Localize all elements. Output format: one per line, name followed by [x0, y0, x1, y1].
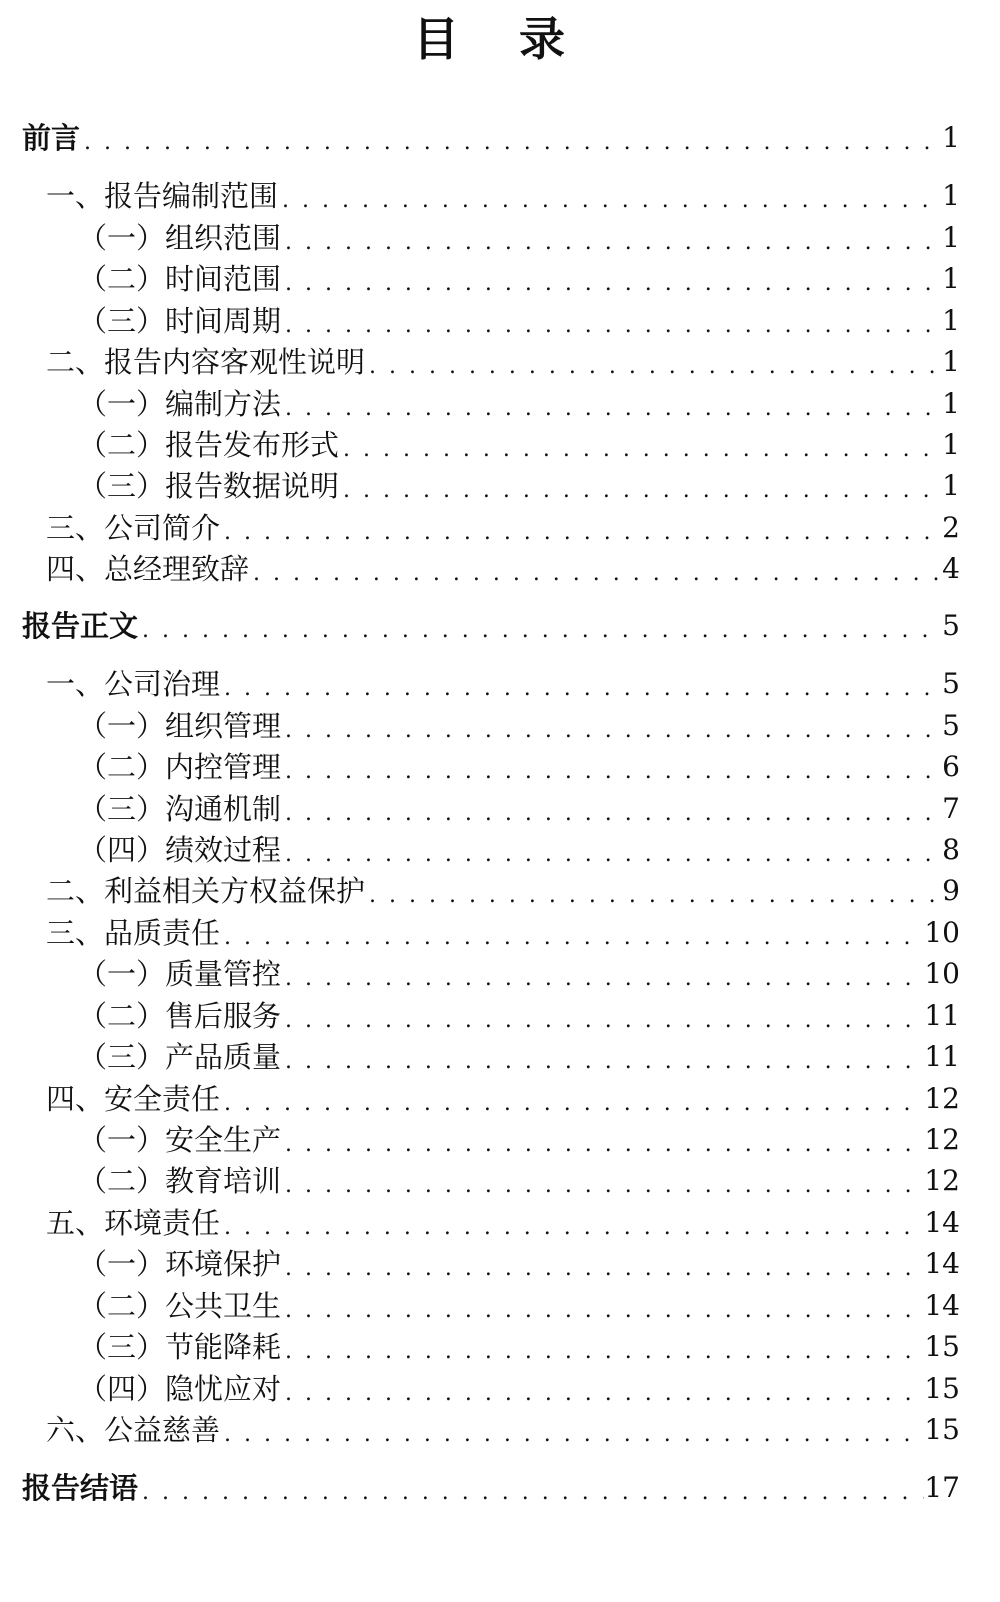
toc-dot-leader — [281, 799, 942, 829]
toc-dot-leader — [220, 518, 942, 548]
toc-dot-leader — [249, 559, 942, 589]
toc-entry-page-number: 5 — [942, 709, 960, 742]
toc-entry-label: （二）教育培训 — [78, 1164, 282, 1198]
toc-entry[interactable] — [22, 118, 960, 158]
toc-dot-leader — [281, 394, 942, 424]
toc-entry[interactable] — [78, 1286, 960, 1326]
toc-dot-leader — [278, 186, 942, 216]
toc-dot-leader — [281, 1337, 924, 1367]
toc-entry-label: （三）报告数据说明 — [78, 469, 340, 503]
toc-entry-page-number: 7 — [942, 792, 960, 825]
toc-dot-leader — [365, 881, 942, 911]
toc-entry[interactable] — [46, 1079, 960, 1119]
toc-entry-page-number: 12 — [924, 1123, 960, 1156]
toc-entry-page-number: 1 — [942, 345, 960, 378]
toc-dot-leader — [281, 716, 942, 746]
toc-entry[interactable] — [78, 830, 960, 870]
toc-entry-label: （二）时间范围 — [78, 262, 282, 296]
toc-dot-leader — [281, 228, 942, 258]
toc-entry-label: 六、公益慈善 — [46, 1413, 221, 1447]
toc-entry-page-number: 5 — [942, 609, 960, 642]
toc-dot-leader — [281, 1296, 924, 1326]
toc-dot-leader — [281, 1130, 924, 1160]
toc-entry-label: 三、品质责任 — [46, 916, 221, 950]
toc-dot-leader — [365, 352, 942, 382]
toc-entry-label: （三）沟通机制 — [78, 792, 282, 826]
toc-entry-page-number: 9 — [942, 874, 960, 907]
toc-entry-label: （三）时间周期 — [78, 304, 282, 338]
toc-entry-page-number: 8 — [942, 833, 960, 866]
toc-entry-label: 一、公司治理 — [46, 667, 221, 701]
toc-entry-page-number: 1 — [942, 387, 960, 420]
toc-entry-label: （一）质量管控 — [78, 957, 282, 991]
toc-dot-leader — [138, 1478, 924, 1508]
toc-entry-label: （一）安全生产 — [78, 1123, 282, 1157]
toc-entry[interactable] — [78, 425, 960, 465]
toc-entry-page-number: 1 — [942, 262, 960, 295]
toc-entry-page-number: 12 — [924, 1082, 960, 1115]
toc-entry-page-number: 1 — [942, 469, 960, 502]
toc-entry[interactable] — [78, 789, 960, 829]
toc-entry-label: （三）产品质量 — [78, 1040, 282, 1074]
toc-entry-label: 一、报告编制范围 — [46, 179, 279, 213]
toc-entry-label: 三、公司简介 — [46, 511, 221, 545]
toc-dot-leader — [281, 1254, 924, 1284]
toc-dot-leader — [220, 1420, 924, 1450]
page-title: 目 录 — [412, 12, 587, 66]
toc-dot-leader — [339, 435, 942, 465]
toc-entry-label: （一）环境保护 — [78, 1247, 282, 1281]
toc-entry-page-number: 1 — [942, 428, 960, 461]
toc-entry[interactable] — [22, 606, 960, 646]
toc-entry-label: （一）组织管理 — [78, 709, 282, 743]
toc-entry-label: （三）节能降耗 — [78, 1330, 282, 1364]
toc-entry-page-number: 2 — [942, 511, 960, 544]
toc-entry-page-number: 14 — [924, 1289, 960, 1322]
toc-entry[interactable] — [78, 259, 960, 299]
toc-entry-label: （一）编制方法 — [78, 387, 282, 421]
toc-entry[interactable] — [46, 1410, 960, 1450]
toc-entry[interactable] — [46, 549, 960, 589]
toc-entry-label: 报告正文 — [22, 609, 139, 643]
toc-entry[interactable] — [78, 1037, 960, 1077]
toc-dot-leader — [281, 840, 942, 870]
toc-entry-label: （二）售后服务 — [78, 999, 282, 1033]
toc-entry[interactable] — [46, 664, 960, 704]
toc-entry-page-number: 1 — [942, 221, 960, 254]
toc-entry-page-number: 17 — [924, 1471, 960, 1504]
toc-entry-page-number: 14 — [924, 1206, 960, 1239]
toc-entry-label: （二）报告发布形式 — [78, 428, 340, 462]
toc-entry[interactable] — [78, 1369, 960, 1409]
toc-entry[interactable] — [78, 747, 960, 787]
toc-entry-page-number: 14 — [924, 1247, 960, 1280]
toc-entry-label: （四）绩效过程 — [78, 833, 282, 867]
toc-entry[interactable] — [46, 871, 960, 911]
toc-entry[interactable] — [46, 913, 960, 953]
toc-entry-label: （二）内控管理 — [78, 750, 282, 784]
toc-dot-leader — [281, 1006, 924, 1036]
toc-dot-leader — [220, 923, 924, 953]
toc-entry-label: 二、报告内容客观性说明 — [46, 345, 366, 379]
toc-entry-page-number: 1 — [942, 179, 960, 212]
toc-entry-label: （一）组织范围 — [78, 221, 282, 255]
toc-dot-leader — [220, 1213, 924, 1243]
toc-dot-leader — [138, 616, 942, 646]
toc-entry-page-number: 15 — [924, 1330, 960, 1363]
toc-entry-page-number: 11 — [924, 1040, 960, 1073]
toc-entry[interactable] — [78, 954, 960, 994]
toc-entry[interactable] — [78, 1120, 960, 1160]
toc-entry[interactable] — [46, 176, 960, 216]
toc-entry-page-number: 6 — [942, 750, 960, 783]
toc-entry-page-number: 1 — [942, 121, 960, 154]
toc-dot-leader — [281, 757, 942, 787]
toc-entry[interactable] — [78, 384, 960, 424]
toc-entry-page-number: 5 — [942, 667, 960, 700]
toc-dot-leader — [80, 128, 942, 158]
toc-entry-page-number: 10 — [924, 957, 960, 990]
toc-dot-leader — [220, 1089, 924, 1119]
toc-entry[interactable] — [22, 1468, 960, 1508]
toc-entry-page-number: 11 — [924, 999, 960, 1032]
toc-dot-leader — [281, 1171, 924, 1201]
toc-entry-label: 五、环境责任 — [46, 1206, 221, 1240]
toc-dot-leader — [339, 476, 942, 506]
toc-entry-label: （二）公共卫生 — [78, 1289, 282, 1323]
toc-dot-leader — [281, 1047, 924, 1077]
toc-entry-label: 四、总经理致辞 — [46, 552, 250, 586]
toc-entry-page-number: 4 — [942, 552, 960, 585]
toc-entry[interactable] — [78, 301, 960, 341]
toc-entry-label: （四）隐忧应对 — [78, 1372, 282, 1406]
toc-dot-leader — [220, 674, 942, 704]
toc-entry-label: 四、安全责任 — [46, 1082, 221, 1116]
toc-entry[interactable] — [78, 218, 960, 258]
toc-entry-label: 报告结语 — [22, 1471, 139, 1505]
toc-entry[interactable] — [78, 1161, 960, 1201]
toc-dot-leader — [281, 964, 924, 994]
toc-dot-leader — [281, 269, 942, 299]
toc-entry[interactable] — [78, 706, 960, 746]
toc-dot-leader — [281, 311, 942, 341]
toc-entry[interactable] — [78, 996, 960, 1036]
toc-entry-label: 二、利益相关方权益保护 — [46, 874, 366, 908]
toc-entry-page-number: 12 — [924, 1164, 960, 1197]
toc-entry[interactable] — [78, 466, 960, 506]
toc-entry-page-number: 15 — [924, 1413, 960, 1446]
toc-entry-page-number: 10 — [924, 916, 960, 949]
toc-entry[interactable] — [46, 1203, 960, 1243]
toc-entry[interactable] — [46, 508, 960, 548]
toc-entry[interactable] — [78, 1244, 960, 1284]
toc-entry-label: 前言 — [22, 121, 81, 155]
toc-dot-leader — [281, 1379, 924, 1409]
toc-entry-page-number: 15 — [924, 1372, 960, 1405]
toc-entry[interactable] — [78, 1327, 960, 1367]
toc-entry-page-number: 1 — [942, 304, 960, 337]
toc-entry[interactable] — [46, 342, 960, 382]
